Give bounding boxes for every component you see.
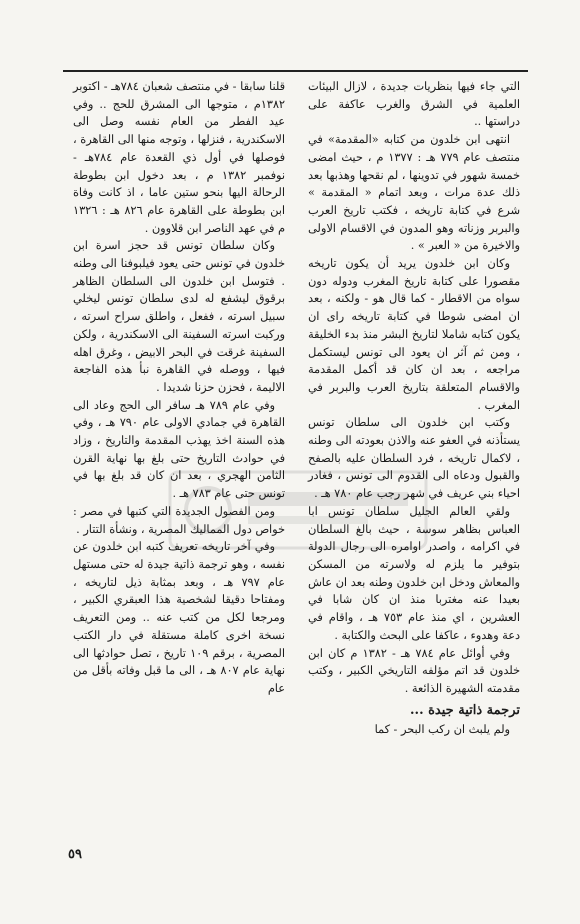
top-rule xyxy=(63,70,528,72)
paragraph: قلنا سابقا - في منتصف شعبان ٧٨٤هـ - اكتوبر ١٣٨٢م ، متوجها الى المشرق للحج .. وفي عيد الفطر من العام نفسه وصل الى الاسكندرية ، فنزلها ، وتوجه منها الى القاهرة ، فوصلها في أول ذي القعدة عام ٧٨٤هـ - نوفمبر ١٣٨٢ م ، بعد دخول ابن بطوطة الرحالة اليها بنحو ستين عاما ، اذ كانت وفاة ابن بطوطة على القاهرة عام ٨٢٦ هـ : ١٣٢٦ م في عهد الناصر ابن قلاوون . xyxy=(73,80,285,235)
paragraph: وفي عام ٧٨٩ هـ سافر الى الحج وعاد الى القاهرة في جمادي الاولى عام ٧٩٠ هـ ، وفي هذه السنة اخذ يهذب المقدمة والتاريخ ، وزاد في حوادث التاريخ حتى بلغ بها نهاية القرن الثامن الهجري ، بعد ان كان قد بلغ بها في تونس حتى عام ٧٨٣ هـ . xyxy=(73,398,285,501)
paragraph: وفي أوائل عام ٧٨٤ هـ - ١٣٨٢ م كان ابن خلدون قد اتم مؤلفه التاريخي الكبير ، وكتب مقدمته الشهيرة الذائعة . xyxy=(308,646,520,695)
paragraph: ولم يلبث ان ركب البحر - كما xyxy=(374,723,510,737)
paragraph: انتهى ابن خلدون من كتابه «المقدمة» في منتصف عام ٧٧٩ هـ : ١٣٧٧ م ، حيث امضى خمسة شهور في تدوينها ، لم نقحها وهذبها بعد ذلك عدة مرات ، وبعد اتمام « المقدمة » شرع في كتابة تاريخه ، فكتب تاريخ العرب والبربر وزناته وهو المدون في الاقسام الاولى والاخيرة من « العبر » . xyxy=(308,133,520,253)
paragraph: التي جاء فيها بنظريات جديدة ، لازال البيئات العلمية في الشرق والغرب عاكفة على دراستها .. xyxy=(308,80,520,129)
text-column-left xyxy=(73,78,285,698)
paragraph: وكتب ابن خلدون الى سلطان تونس يستأذنه في العفو عنه والاذن بعودته الى وطنه ، لاكمال تاريخه ، فرد السلطان عليه بالصفح والقبول ودعاه الى القدوم الى تونس ، فغادر احياء بني عريف في شهر رجب عام ٧٨٠ هـ . xyxy=(308,416,520,501)
paragraph: وكان ابن خلدون يريد أن يكون تاريخه مقصورا على كتابة تاريخ المغرب ودوله دون سواه من الاقطار - كما قال هو - ولكنه ، بعد ان امضى شوطا في كتابة تاريخه راى ان يكون كتابه شاملا لتاريخ البشر منذ بدء الخليقة ، ومن ثم آثر ان يعود الى تونس ليستكمل مراجعه ، بعد ان كان قد أكمل المقدمة والاقسام المتعلقة بتاريخ العرب والبربر في المغرب . xyxy=(308,257,520,412)
section-heading: ترجمة ذاتية جيدة ... xyxy=(410,702,520,718)
text-column-right xyxy=(308,78,520,739)
paragraph: ومن الفصول الجديدة التي كتبها في مصر : خواص دول المماليك المصرية ، ونشأة التتار . xyxy=(73,504,285,536)
paragraph: ولقي العالم الجليل سلطان تونس ابا العباس بظاهر سوسة ، حيث بالغ السلطان في اكرامه ، واصدر اوامره الى رجال الدولة بتوفير ما يلزم له ولاسرته من المسكن والمعاش ودخل ابن خلدون وطنه بعد ان عاش بعيدا عنه مغتربا منذ ان كان شابا في العشرين ، اي منذ عام ٧٥٣ هـ ، واقام في دعة وهدوء ، عاكفا على البحث والكتابة . xyxy=(308,504,520,642)
page-number: ٥٩ xyxy=(68,847,82,862)
paragraph: وفي آخر تاريخه تعريف كتبه ابن خلدون عن نفسه ، وهو ترجمة ذاتية جيدة له حتى مستهل عام ٧٩٧ هـ ، وبعد بمثابة ذيل لتاريخه ، ومفتاحا دقيقا لشخصية هذا العبقري الكبير ، ومرجعا لكل من كتب عنه .. ومن التعريف نسخة اخرى كاملة مستقلة في دار الكتب المصرية ، برقم ١٠٩ تاريخ ، تصل حوادثها الى نهاية عام ٨٠٧ هـ ، الى ما قبل وفاته بأقل من عام xyxy=(73,540,285,695)
paragraph: وكان سلطان تونس قد حجز اسرة ابن خلدون في تونس حتى يعود فيلبوفنا الى وطنه . فتوسل ابن خلدون الى السلطان الظاهر برقوق ليشفع له لدى سلطان تونس ليخلي سبيل اسرته ، ففعل ، واطلق سراح اسرته ، وركبت اسرته السفينة الى الاسكندرية ، ولكن السفينة غرقت في البحر الابيض ، وغرق اهله فيها ، ووصله في القاهرة نبأ هذه الفاجعة الاليمة ، فحزن حزنا شديدا . xyxy=(73,239,285,394)
